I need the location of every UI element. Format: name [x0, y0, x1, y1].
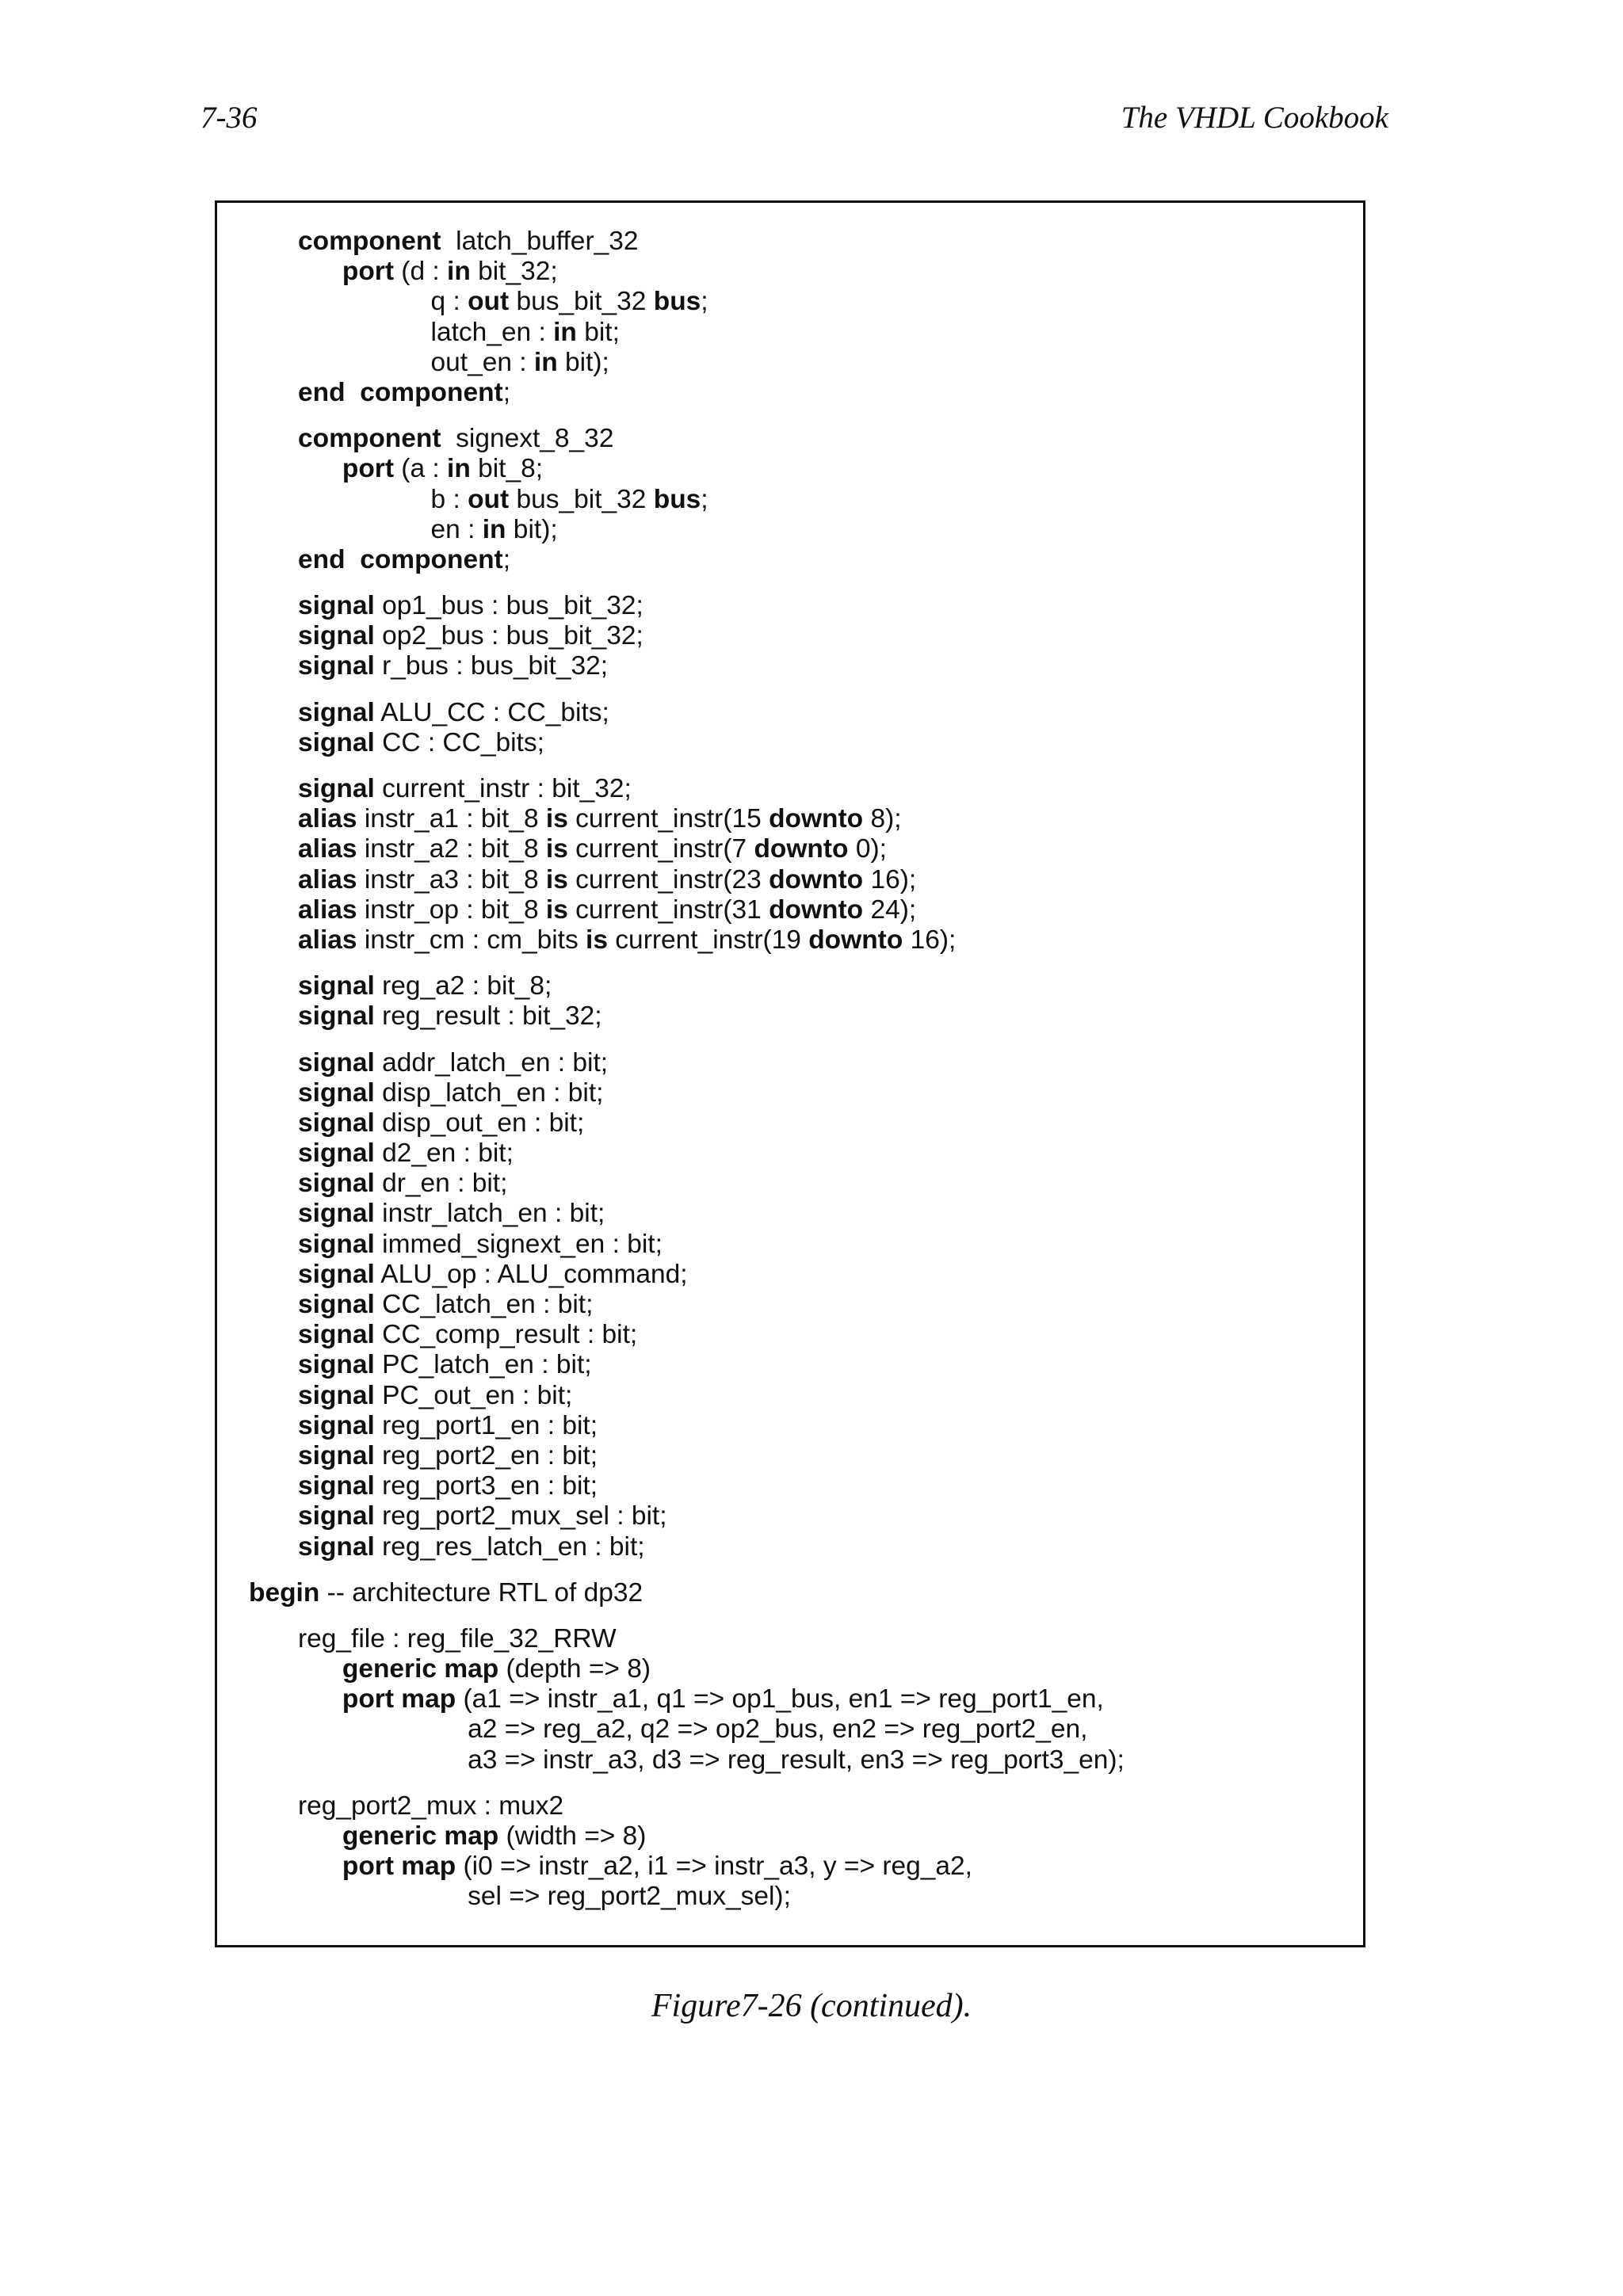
code-line [249, 1108, 1125, 1138]
code-keyword: alias [298, 834, 357, 864]
code-keyword: bus [653, 287, 701, 317]
code-text: bit); [506, 514, 558, 544]
code-text: reg_port2_mux_sel : bit; [374, 1501, 667, 1531]
code-line [249, 621, 1125, 651]
code-text: instr_a1 : bit_8 [357, 804, 546, 834]
code-text: reg_a2 : bit_8; [374, 971, 552, 1001]
block-gap [249, 1608, 1125, 1624]
code-text [394, 1852, 401, 1881]
code-text: 24); [863, 894, 917, 925]
code-keyword: signal [298, 1290, 375, 1319]
code-line [249, 591, 1125, 621]
code-line [249, 1532, 1125, 1562]
code-text: disp_out_en : bit; [374, 1108, 585, 1138]
code-text: CC_latch_en : bit; [374, 1290, 594, 1319]
code-line [249, 454, 1125, 484]
code-text: instr_latch_en : bit; [374, 1199, 605, 1229]
code-text: reg_port2_en : bit; [374, 1440, 598, 1470]
code-text: PC_out_en : bit; [374, 1380, 573, 1410]
code-line [249, 925, 1125, 955]
code-keyword: signal [298, 1440, 375, 1470]
code-text: PC_latch_en : bit; [374, 1350, 592, 1380]
code-line [249, 1501, 1125, 1531]
code-text: instr_op : bit_8 [357, 894, 546, 925]
code-text: current_instr(23 [567, 864, 769, 894]
code-keyword: signal [298, 1501, 375, 1531]
code-text [298, 1821, 342, 1851]
code-text: -- architecture RTL of dp32 [319, 1577, 643, 1608]
code-text: ALU_op : ALU_command; [374, 1259, 688, 1289]
code-text: signext_8_32 [441, 424, 614, 454]
code-text: reg_res_latch_en : bit; [374, 1531, 645, 1562]
code-keyword: map [401, 1852, 456, 1882]
block-gap [249, 1562, 1125, 1578]
code-line [249, 1852, 1125, 1882]
code-line [249, 1290, 1125, 1320]
code-keyword: downto [808, 925, 903, 955]
code-keyword: is [545, 804, 568, 834]
code-line [249, 1138, 1125, 1169]
code-line [249, 698, 1125, 728]
code-text: dr_en : bit; [374, 1169, 508, 1199]
code-keyword: out [468, 287, 510, 317]
code-text: a3 => instr_a3, d3 => reg_result, en3 => reg_port3_en); [298, 1745, 1125, 1775]
code-text: op2_bus : bus_bit_32; [374, 621, 643, 651]
page-number: 7-36 [200, 101, 258, 135]
code-keyword: signal [298, 1259, 375, 1289]
code-text: bit); [557, 347, 609, 377]
code-keyword: alias [298, 804, 357, 834]
code-keyword: component [298, 424, 441, 454]
code-text: immed_signext_en : bit; [374, 1229, 663, 1259]
code-line [249, 257, 1125, 287]
code-keyword: signal [298, 1410, 375, 1440]
code-text: current_instr(7 [567, 834, 754, 864]
code-keyword: signal [298, 1229, 375, 1259]
code-keyword: is [586, 925, 608, 955]
code-keyword: signal [298, 651, 375, 681]
code-text: (a : [393, 454, 448, 484]
code-keyword: in [533, 347, 558, 377]
code-text: current_instr(15 [567, 804, 769, 834]
code-keyword: port [342, 257, 394, 287]
code-keyword: downto [769, 864, 864, 894]
code-text: q : [298, 287, 468, 317]
code-keyword: signal [298, 1380, 375, 1410]
code-text [346, 378, 361, 407]
code-line [249, 227, 1125, 257]
code-line [249, 728, 1125, 758]
figure-caption: Figure7-26 (continued). [651, 1988, 972, 2024]
code-keyword: signal [298, 1320, 375, 1350]
code-keyword: signal [298, 1108, 375, 1138]
code-text: ; [502, 544, 511, 574]
code-keyword: port [342, 1684, 394, 1714]
code-line [249, 1791, 1125, 1821]
code-line [249, 1350, 1125, 1380]
code-keyword: component [360, 377, 503, 407]
code-text: 8); [863, 804, 902, 834]
code-text: a2 => reg_a2, q2 => op2_bus, en2 => reg_port2_en, [298, 1714, 1088, 1745]
code-text: out_en : [298, 347, 534, 377]
code-text [437, 1654, 444, 1684]
code-keyword: signal [298, 1531, 375, 1562]
code-text: 16); [903, 925, 957, 955]
code-line [249, 318, 1125, 348]
code-text: b : [298, 484, 468, 514]
code-keyword: signal [298, 1047, 375, 1077]
code-line [249, 378, 1125, 408]
code-listing-box [215, 200, 1365, 1947]
code-text: current_instr : bit_32; [374, 774, 632, 803]
code-keyword: is [545, 894, 568, 925]
code-keyword: in [482, 514, 506, 544]
code-keyword: downto [754, 834, 849, 864]
code-line [249, 1471, 1125, 1501]
code-keyword: signal [298, 971, 375, 1001]
code-text [346, 545, 361, 574]
code-line [249, 1169, 1125, 1199]
code-keyword: port [342, 454, 394, 484]
code-keyword: map [401, 1684, 456, 1714]
code-keyword: alias [298, 925, 357, 955]
code-keyword: is [545, 834, 568, 864]
code-line [249, 1381, 1125, 1411]
code-keyword: port [342, 1852, 394, 1882]
code-keyword: alias [298, 864, 357, 894]
code-line [249, 1684, 1125, 1714]
code-text: reg_file : reg_file_32_RRW [298, 1623, 617, 1653]
code-text: d2_en : bit; [374, 1138, 514, 1169]
code-line [249, 485, 1125, 515]
code-text: r_bus : bus_bit_32; [374, 651, 609, 681]
code-text: CC_comp_result : bit; [374, 1320, 638, 1350]
code-text: 16); [863, 864, 917, 894]
code-text: sel => reg_port2_mux_sel); [298, 1882, 791, 1912]
block-gap [249, 408, 1125, 424]
code-line [249, 774, 1125, 804]
code-line [249, 651, 1125, 681]
code-text: instr_a3 : bit_8 [357, 864, 546, 894]
code-keyword: signal [298, 591, 375, 621]
code-keyword: end [298, 377, 346, 407]
code-text [298, 1852, 342, 1881]
code-line [249, 287, 1125, 317]
code-text: CC : CC_bits; [374, 727, 544, 757]
code-text: latch_buffer_32 [441, 227, 639, 256]
code-text [437, 1821, 444, 1851]
block-gap [249, 758, 1125, 774]
code-keyword: bus [653, 484, 701, 514]
code-line [249, 1624, 1125, 1654]
code-keyword: is [545, 864, 568, 894]
code-keyword: signal [298, 1001, 375, 1032]
code-text: reg_port1_en : bit; [374, 1410, 598, 1440]
block-gap [249, 1775, 1125, 1791]
code-text: current_instr(19 [608, 925, 809, 955]
code-text: bus_bit_32 [509, 287, 654, 317]
code-text: (d : [393, 257, 448, 287]
code-keyword: generic [342, 1821, 437, 1851]
code-keyword: signal [298, 1199, 375, 1229]
code-line [249, 1048, 1125, 1078]
code-keyword: generic [342, 1654, 437, 1684]
code-keyword: map [444, 1654, 499, 1684]
block-gap [249, 955, 1125, 971]
block-gap [249, 1032, 1125, 1048]
code-keyword: end [298, 544, 346, 574]
code-text: (depth => 8) [498, 1654, 651, 1684]
code-text [298, 257, 342, 286]
code-keyword: alias [298, 894, 357, 925]
code-keyword: signal [298, 697, 375, 727]
code-text [298, 454, 342, 483]
code-line [249, 1199, 1125, 1229]
code-keyword: signal [298, 1471, 375, 1501]
code-line [249, 1411, 1125, 1441]
code-line [249, 804, 1125, 834]
code-keyword: downto [769, 804, 864, 834]
code-line [249, 1578, 1125, 1608]
code-text [298, 1684, 342, 1714]
code-line [249, 1260, 1125, 1290]
code-text: bit; [576, 317, 620, 347]
code-text: (width => 8) [498, 1821, 647, 1851]
code-keyword: in [447, 454, 471, 484]
code-text: disp_latch_en : bit; [374, 1077, 604, 1108]
code-keyword: out [468, 484, 510, 514]
code-text: bit_8; [470, 454, 544, 484]
code-line [249, 348, 1125, 378]
code-text: bus_bit_32 [509, 484, 654, 514]
code-text: ; [701, 484, 708, 514]
code-line [249, 895, 1125, 925]
code-text: bit_32; [470, 257, 558, 287]
code-line [249, 1441, 1125, 1471]
code-line [249, 1821, 1125, 1852]
code-text: ALU_CC : CC_bits; [374, 697, 609, 727]
code-text: (i0 => instr_a2, i1 => instr_a3, y => reg_a2, [456, 1852, 972, 1882]
code-keyword: signal [298, 774, 375, 803]
code-text [394, 1684, 401, 1714]
code-line [249, 1320, 1125, 1350]
block-gap [249, 575, 1125, 591]
code-keyword: signal [298, 1169, 375, 1199]
code-text: latch_en : [298, 317, 554, 347]
code-keyword: begin [249, 1577, 320, 1608]
code-line [249, 1230, 1125, 1260]
code-keyword: signal [298, 1077, 375, 1108]
code-keyword: signal [298, 1138, 375, 1169]
code-line [249, 865, 1125, 895]
code-keyword: component [298, 227, 441, 256]
code-text: instr_a2 : bit_8 [357, 834, 546, 864]
code-text: en : [298, 514, 483, 544]
block-gap [249, 682, 1125, 698]
code-keyword: in [447, 257, 471, 287]
code-text [298, 1654, 342, 1684]
code-line [249, 1745, 1125, 1775]
code-keyword: map [444, 1821, 499, 1851]
code-line [249, 834, 1125, 864]
code-line [249, 1882, 1125, 1912]
code-text: addr_latch_en : bit; [374, 1047, 609, 1077]
code-line [249, 1001, 1125, 1032]
code-keyword: component [360, 544, 503, 574]
code-line [249, 545, 1125, 575]
code-text: (a1 => instr_a1, q1 => op1_bus, en1 => reg_port1_en, [456, 1684, 1104, 1714]
code-keyword: signal [298, 621, 375, 651]
code-line [249, 515, 1125, 545]
code-text: ; [502, 377, 511, 407]
code-keyword: downto [769, 894, 864, 925]
code-text: reg_port3_en : bit; [374, 1471, 598, 1501]
code-listing [249, 227, 1125, 1913]
code-line [249, 424, 1125, 454]
code-text: instr_cm : cm_bits [357, 925, 586, 955]
code-keyword: in [553, 317, 577, 347]
code-text: current_instr(31 [567, 894, 769, 925]
code-keyword: signal [298, 727, 375, 757]
code-text: ; [701, 287, 708, 317]
code-line [249, 1654, 1125, 1684]
code-keyword: signal [298, 1350, 375, 1380]
code-text: reg_port2_mux : mux2 [298, 1791, 564, 1821]
code-line [249, 1714, 1125, 1745]
running-header-title: The VHDL Cookbook [1121, 101, 1388, 135]
code-line [249, 971, 1125, 1001]
code-text: op1_bus : bus_bit_32; [374, 591, 643, 621]
code-text: reg_result : bit_32; [374, 1001, 602, 1032]
code-line [249, 1078, 1125, 1108]
code-text: 0); [848, 834, 887, 864]
